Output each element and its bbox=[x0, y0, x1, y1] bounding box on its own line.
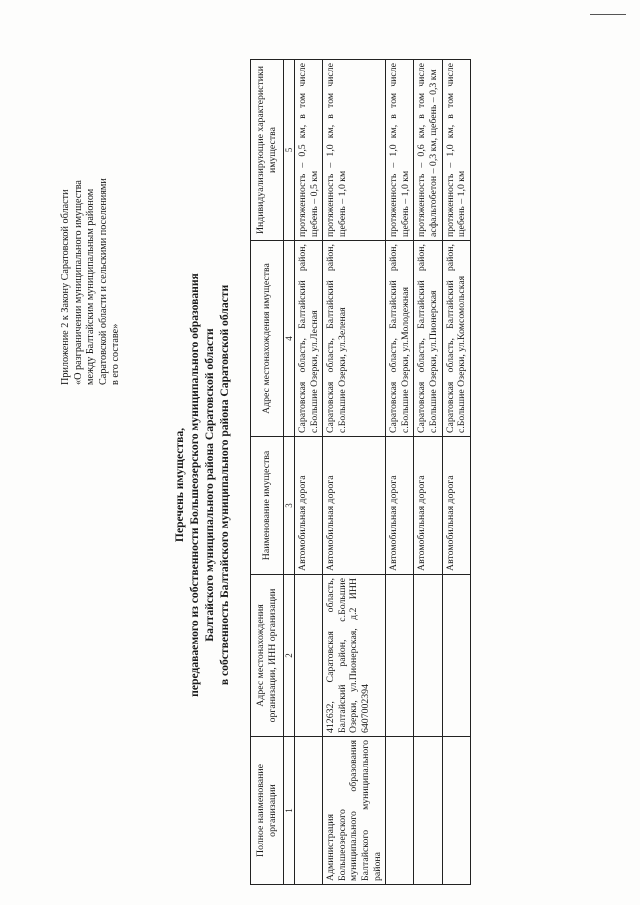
header-cell: Адрес местонахождения имущества bbox=[251, 241, 284, 437]
heading-line: в собственность Балтайского муниципального района Саратовской области bbox=[218, 284, 231, 686]
table-cell: протяженность – 1,0 км, в том числе щебень – 1,0 км bbox=[323, 60, 386, 241]
table-cell: Автомобильная дорога bbox=[414, 437, 442, 575]
heading-line: передаваемого из собственности Большеозерского муниципального образования bbox=[188, 273, 201, 697]
annex-line: Саратовской области и сельскими поселениями bbox=[97, 178, 109, 385]
table-cell bbox=[442, 575, 470, 737]
table-cell: протяженность – 0,5 км, в том числе щебень – 0,5 км bbox=[295, 60, 323, 241]
property-table bbox=[250, 59, 471, 885]
table-cell: Саратовская область, Балтайский район, с.Большие Озерки, ул.Пионерская bbox=[414, 241, 442, 437]
column-number: 4 bbox=[284, 241, 295, 437]
table-cell bbox=[386, 737, 414, 885]
column-number: 1 bbox=[284, 737, 295, 885]
header-cell: Индивидуализирующие характеристики имущества bbox=[251, 60, 284, 241]
table-row bbox=[386, 60, 414, 885]
header-cell: Полное наименование организации bbox=[251, 737, 284, 885]
annex-line: в его составе» bbox=[110, 323, 122, 385]
column-number: 5 bbox=[284, 60, 295, 241]
table-cell: Саратовская область, Балтайский район, с.Большие Озерки, ул.Зеленая bbox=[323, 241, 386, 437]
table-cell bbox=[295, 737, 323, 885]
table-cell: протяженность – 1,0 км, в том числе щебень – 1,0 км bbox=[442, 60, 470, 241]
annex-line: Приложение 2 к Закону Саратовской области bbox=[60, 189, 71, 385]
annex-note bbox=[60, 115, 123, 385]
table-cell: Саратовская область, Балтайский район, с.Большие Озерки, ул.Комсомольская bbox=[442, 241, 470, 437]
table-cell: Автомобильная дорога bbox=[442, 437, 470, 575]
table-row bbox=[442, 60, 470, 885]
table-cell bbox=[442, 737, 470, 885]
table-cell: Автомобильная дорога bbox=[386, 437, 414, 575]
annex-line: «О разграничении муниципального имущества bbox=[72, 180, 84, 385]
table-cell bbox=[386, 575, 414, 737]
table-cell: Автомобильная дорога bbox=[295, 437, 323, 575]
table-row bbox=[295, 60, 323, 885]
annex-line: между Балтайским муниципальным районом bbox=[85, 188, 97, 385]
header-cell: Наименование имущества bbox=[251, 437, 284, 575]
column-number-row bbox=[284, 60, 295, 885]
heading-title: Перечень имущества, bbox=[173, 427, 186, 543]
column-number: 3 bbox=[284, 437, 295, 575]
table-cell: протяженность – 0,6 км, в том числе асфальтобетон – 0,3 км, щебень – 0,3 км bbox=[414, 60, 442, 241]
table-cell: протяженность – 1,0 км, в том числе щебень – 1,0 км bbox=[386, 60, 414, 241]
table-row bbox=[414, 60, 442, 885]
heading-line: Балтайского муниципального района Саратовской области bbox=[203, 328, 216, 642]
table-row bbox=[323, 60, 386, 885]
table-cell bbox=[414, 575, 442, 737]
table-cell: Саратовская область, Балтайский район, с.Большие Озерки, ул.Молодежная bbox=[386, 241, 414, 437]
table-cell bbox=[295, 575, 323, 737]
table-cell bbox=[414, 737, 442, 885]
table-header-row bbox=[251, 60, 284, 885]
table-cell: Автомобильная дорога bbox=[323, 437, 386, 575]
table-cell: 412632, Саратовская область, Балтайский район, с.Большие Озерки, ул.Пионерская, д.2 ИНН 6407002394 bbox=[323, 575, 386, 737]
header-cell: Адрес местонахождения организации, ИНН организации bbox=[251, 575, 284, 737]
table-cell: Саратовская область, Балтайский район, с.Большие Озерки, ул.Лесная bbox=[295, 241, 323, 437]
table-cell: Администрация Большеозерского муниципального образования Балтайского муниципального района bbox=[323, 737, 386, 885]
document-heading bbox=[172, 185, 232, 785]
column-number: 2 bbox=[284, 575, 295, 737]
